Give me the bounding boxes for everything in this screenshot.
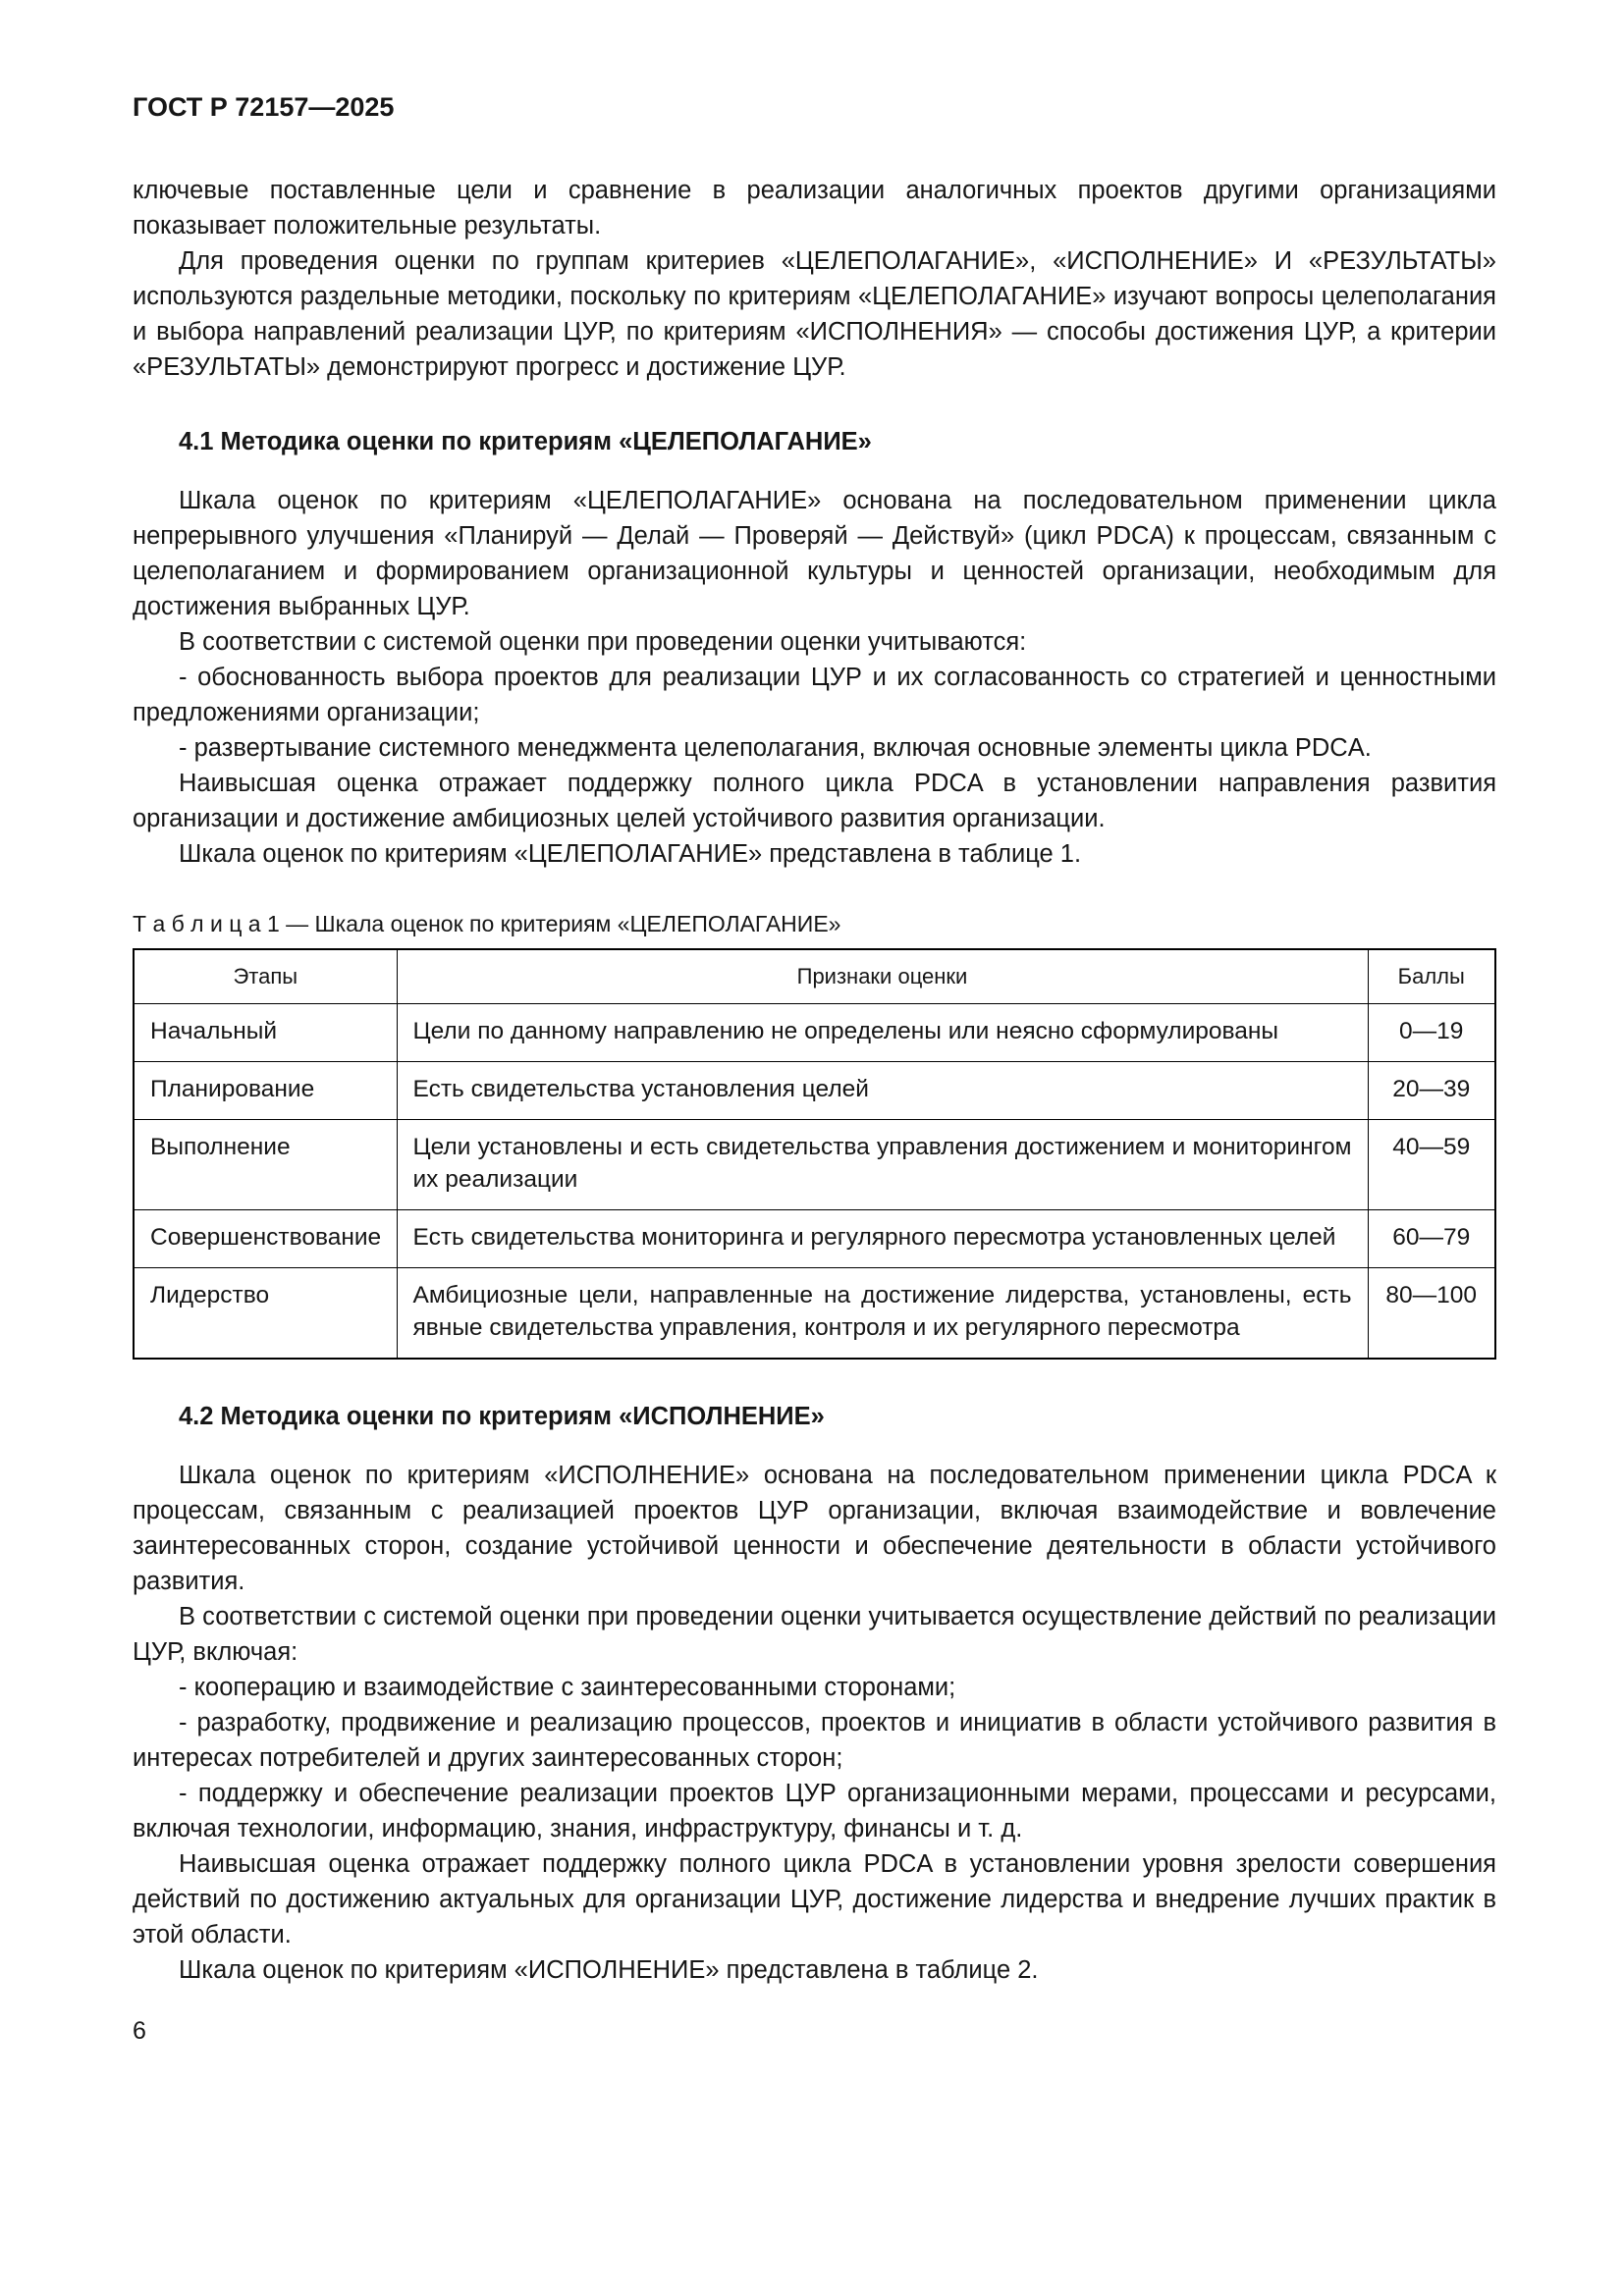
section-4-2-paragraph: В соответствии с системой оценки при проведении оценки учитывается осуществление действий по реализации ЦУР, включая: [133,1603,1496,1666]
table-cell-criteria: Амбициозные цели, направленные на достижение лидерства, установлены, есть явные свидетельства управления, контроля и их регулярного пересмотра [397,1268,1368,1360]
table-row [134,1062,1495,1120]
table-cell-score: 40—59 [1368,1120,1495,1210]
section-4-2-list-item: - кооперацию и взаимодействие с заинтересованными сторонами; [179,1674,956,1701]
section-4-1-heading: 4.1 Методика оценки по критериям «ЦЕЛЕПОЛАГАНИЕ» [179,428,872,455]
table-row [134,1210,1495,1268]
table-row [134,1120,1495,1210]
section-4-1-paragraph: Шкала оценок по критериям «ЦЕЛЕПОЛАГАНИЕ» основана на последовательном применении цикла непрерывного улучшения «Планируй — Делай — Проверяй — Действуй» (цикл PDCA) к процессам, связанным с целеполаганием и формированием организационной культуры и ценностей организации, необходимым для достижения выбранных ЦУР. [133,487,1496,620]
intro-paragraph-continuation: ключевые поставленные цели и сравнение в реализации аналогичных проектов другими организациями показывает положительные результаты. [133,177,1496,240]
section-4-2-paragraph: Шкала оценок по критериям «ИСПОЛНЕНИЕ» основана на последовательном применении цикла PDCA к процессам, связанным с реализацией проектов ЦУР организации, включая взаимодействие и вовлечение заинтересованных сторон, создание устойчивой ценности и обеспечение деятельности в области устойчивого развития. [133,1462,1496,1595]
table-row [134,1004,1495,1062]
table-cell-stage: Планирование [134,1062,397,1120]
table-row [134,1268,1495,1360]
section-4-1-paragraph: Наивысшая оценка отражает поддержку полного цикла PDCA в установлении направления развития организации и достижение амбициозных целей устойчивого развития организации. [133,770,1496,832]
section-4-1-paragraph: В соответствии с системой оценки при проведении оценки учитываются: [179,628,1027,656]
table-cell-score: 60—79 [1368,1210,1495,1268]
table-cell-criteria: Цели установлены и есть свидетельства управления достижением и мониторингом их реализации [397,1120,1368,1210]
table-cell-criteria: Цели по данному направлению не определены или неясно сформулированы [397,1004,1368,1062]
table-header-score: Баллы [1368,949,1495,1004]
section-4-2-paragraph: Шкала оценок по критериям «ИСПОЛНЕНИЕ» представлена в таблице 2. [179,1956,1039,1984]
table-cell-score: 20—39 [1368,1062,1495,1120]
table-cell-score: 0—19 [1368,1004,1495,1062]
table-cell-criteria: Есть свидетельства мониторинга и регулярного пересмотра установленных целей [397,1210,1368,1268]
section-4-2-heading: 4.2 Методика оценки по критериям «ИСПОЛНЕНИЕ» [179,1403,825,1430]
table-cell-stage: Совершенствование [134,1210,397,1268]
page-number: 6 [133,2017,146,2045]
section-4-1-paragraph: Шкала оценок по критериям «ЦЕЛЕПОЛАГАНИЕ» представлена в таблице 1. [179,840,1082,868]
table-header-row [134,949,1495,1004]
intro-paragraph: Для проведения оценки по группам критериев «ЦЕЛЕПОЛАГАНИЕ», «ИСПОЛНЕНИЕ» И «РЕЗУЛЬТАТЫ» используются раздельные методики, поскольку по критериям «ЦЕЛЕПОЛАГАНИЕ» изучают вопросы целеполагания и выбора направлений реализации ЦУР, по критериям «ИСПОЛНЕНИЯ» — способы достижения ЦУР, а критерии «РЕЗУЛЬТАТЫ» демонстрируют прогресс и достижение ЦУР. [133,247,1496,381]
table-cell-stage: Лидерство [134,1268,397,1360]
section-4-2-list-item: - поддержку и обеспечение реализации проектов ЦУР организационными мерами, процессами и ресурсами, включая технологии, информацию, знания, инфраструктуру, финансы и т. д. [133,1780,1496,1842]
section-4-1-list-item: - развертывание системного менеджмента целеполагания, включая основные элементы цикла PDCA. [179,734,1372,762]
table-cell-criteria: Есть свидетельства установления целей [397,1062,1368,1120]
table-1-caption: Т а б л и ц а 1 — Шкала оценок по критериям «ЦЕЛЕПОЛАГАНИЕ» [133,911,841,936]
section-4-2-paragraph: Наивысшая оценка отражает поддержку полного цикла PDCA в установлении уровня зрелости совершения действий по достижению актуальных для организации ЦУР, достижение лидерства и внедрение лучших практик в этой области. [133,1850,1496,1949]
table-cell-stage: Выполнение [134,1120,397,1210]
table-cell-score: 80—100 [1368,1268,1495,1360]
section-4-1-list-item: - обоснованность выбора проектов для реализации ЦУР и их согласованность со стратегией и ценностными предложениями организации; [133,664,1496,726]
section-4-2-list-item: - разработку, продвижение и реализацию процессов, проектов и инициатив в области устойчивого развития в интересах потребителей и других заинтересованных сторон; [133,1709,1496,1772]
document-code-header: ГОСТ Р 72157—2025 [133,92,395,122]
table-cell-stage: Начальный [134,1004,397,1062]
table-header-criteria: Признаки оценки [397,949,1368,1004]
table-1 [133,948,1496,1360]
table-header-stage: Этапы [134,949,397,1004]
